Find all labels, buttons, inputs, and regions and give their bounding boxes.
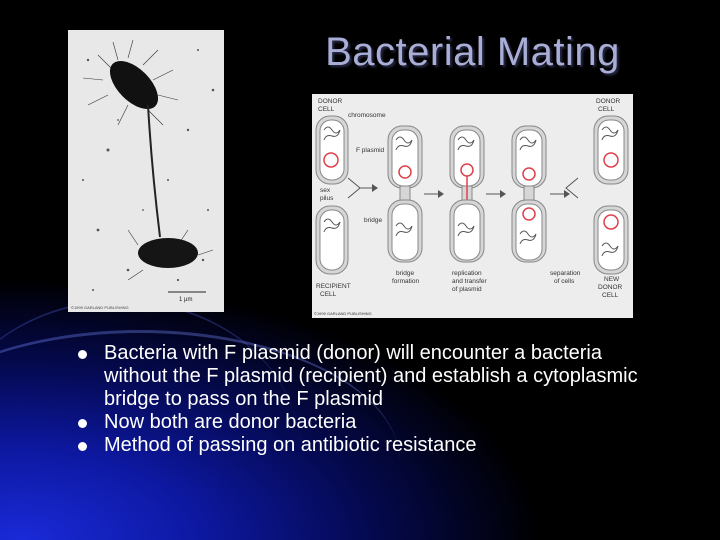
label-chromosome: chromosome [348, 112, 386, 119]
label-donor-cell-right-1: DONOR [596, 98, 621, 105]
bullet-dot-icon [78, 442, 87, 451]
bullet-item [78, 342, 638, 411]
bullet-dot-icon [78, 419, 87, 428]
label-recipient-cell-1: RECIPIENT [316, 283, 351, 290]
label-donor-cell-2: CELL [318, 106, 335, 113]
label-separation-1: separation [550, 270, 581, 277]
label-recipient-cell-2: CELL [320, 291, 337, 298]
label-separation-2: of cells [554, 278, 575, 285]
micrograph-image [68, 30, 224, 312]
label-replication-1: replication [452, 270, 482, 277]
label-donor-cell-right-2: CELL [598, 106, 615, 113]
bullet-dot-icon [78, 350, 87, 359]
label-new-donor-cell-2: DONOR [598, 284, 623, 291]
label-bridge-formation-1: bridge [396, 270, 415, 277]
label-f-plasmid: F plasmid [356, 147, 385, 154]
bullet-text: Bacteria with F plasmid (donor) will encounter a bacteria without the F plasmid (recipient) and establish a cytoplasmic bridge to pass on the F plasmid [104, 342, 638, 410]
label-bridge-formation-2: formation [392, 278, 420, 285]
conjugation-diagram [312, 94, 633, 318]
bullet-item [78, 434, 638, 457]
label-new-donor-cell-1: NEW [604, 276, 620, 283]
scale-label: 1 µm [179, 297, 193, 303]
bullet-item [78, 411, 638, 434]
label-donor-cell-1: DONOR [318, 98, 343, 105]
label-sex-pilus-2: pilus [320, 195, 334, 202]
label-replication-2: and transfer [452, 278, 487, 285]
photo-credit: ©1999 GARLAND PUBLISHING [71, 305, 129, 310]
bullet-list [78, 342, 638, 457]
label-new-donor-cell-3: CELL [602, 292, 619, 299]
diagram-credit: ©1999 GARLAND PUBLISHING [314, 311, 372, 316]
label-sex-pilus-1: sex [320, 187, 331, 194]
label-bridge: bridge [364, 217, 383, 224]
slide-title: Bacterial Mating [325, 30, 620, 74]
bullet-text: Now both are donor bacteria [104, 411, 357, 433]
bullet-text: Method of passing on antibiotic resistance [104, 434, 477, 456]
label-replication-3: of plasmid [452, 286, 482, 293]
